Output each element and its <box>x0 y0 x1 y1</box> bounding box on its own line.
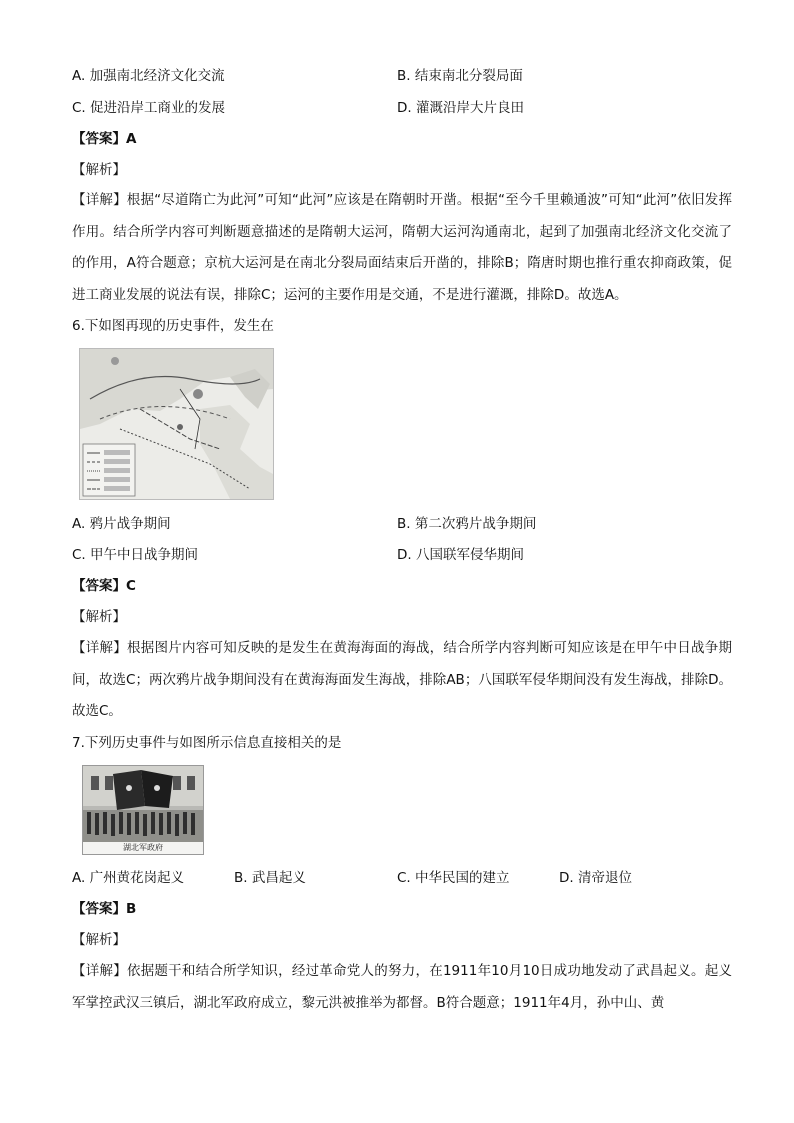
q5-answer: 【答案】A <box>72 131 137 147</box>
q7-option-d: D. 清帝退位 <box>559 870 632 886</box>
q5-option-b: B. 结束南北分裂局面 <box>397 68 523 84</box>
q7-detail: 【详解】依据题干和结合所学知识，经过革命党人的努力，在1911年10月10日成功地发动了武昌起义。起义军掌控武汉三镇后，湖北军政府成立，黎元洪被推举为都督。B符合题意；1911年4月，孙中山、黄 <box>72 963 732 1011</box>
map-illustration <box>80 349 273 499</box>
photo-illustration <box>83 766 203 842</box>
q6-option-b: B. 第二次鸦片战争期间 <box>397 516 537 532</box>
q7-photo <box>82 765 204 855</box>
q6-stem: 6.下如图再现的历史事件，发生在 <box>72 318 274 334</box>
q5-detail: 【详解】根据“尽道隋亡为此河”可知“此河”应该是在隋朝时开凿。根据“至今千里赖通波”可知“此河”依旧发挥作用。结合所学内容可判断题意描述的是隋朝大运河，隋朝大运河沟通南北，起到了加强南北经济文化交流了的作用，A符合题意；京杭大运河是在南北分裂局面结束后开凿的，排除B；隋唐时期也推行重农抑商政策，促进工商业发展的说法有误，排除C；运河的主要作用是交通，不是进行灌溉，排除D。故选A。 <box>72 192 732 303</box>
q7-answer: 【答案】B <box>72 901 137 917</box>
q6-option-d: D. 八国联军侵华期间 <box>397 547 524 563</box>
photo-caption: 湖北军政府 <box>123 843 163 852</box>
q6-analysis-label: 【解析】 <box>72 609 126 625</box>
q5-option-a: A. 加强南北经济文化交流 <box>72 68 225 84</box>
q6-map-image <box>79 348 274 500</box>
q6-answer: 【答案】C <box>72 578 136 594</box>
q7-stem: 7.下列历史事件与如图所示信息直接相关的是 <box>72 735 342 751</box>
q7-option-c: C. 中华民国的建立 <box>397 870 510 886</box>
q7-option-a: A. 广州黄花岗起义 <box>72 870 185 886</box>
q6-option-c: C. 甲午中日战争期间 <box>72 547 199 563</box>
q5-option-d: D. 灌溉沿岸大片良田 <box>397 100 524 116</box>
q7-analysis-label: 【解析】 <box>72 932 126 948</box>
q5-analysis-label: 【解析】 <box>72 162 126 178</box>
q6-option-a: A. 鸦片战争期间 <box>72 516 171 532</box>
q6-detail: 【详解】根据图片内容可知反映的是发生在黄海海面的海战，结合所学内容判断可知应该是在甲午中日战争期间，故选C；两次鸦片战争期间没有在黄海海面发生海战，排除AB；八国联军侵华期间没有发生海战，排除D。故选C。 <box>72 640 732 719</box>
q5-option-c: C. 促进沿岸工商业的发展 <box>72 100 226 116</box>
q7-option-b: B. 武昌起义 <box>234 870 306 886</box>
